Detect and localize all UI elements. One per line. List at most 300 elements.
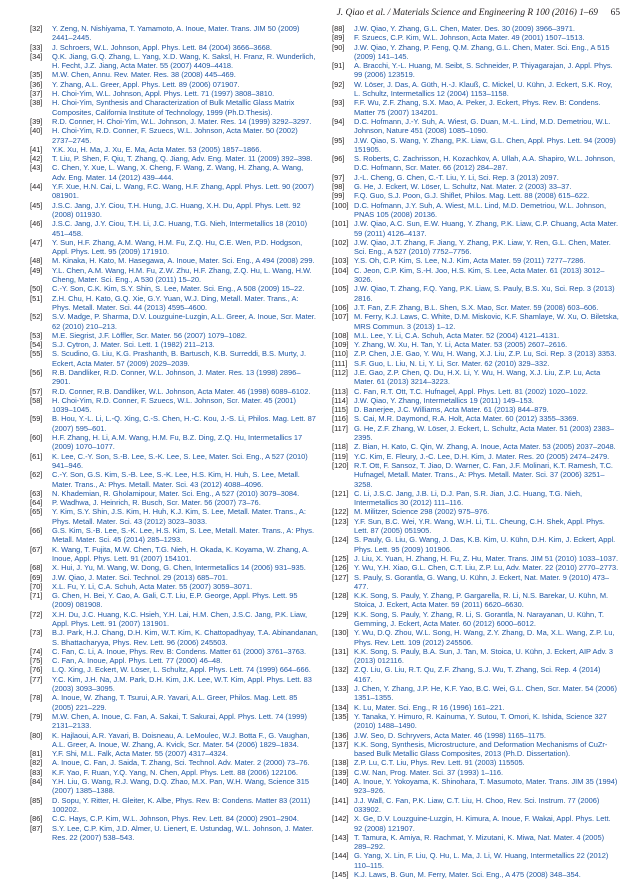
reference-item [332, 43, 620, 62]
reference-text[interactable]: K.F. Yao, F. Ruan, Y.Q. Yang, N. Chen, Appl. Phys. Lett. 88 (2006) 122106. [52, 767, 299, 777]
reference-text[interactable]: K. Lu, Mater. Sci. Eng., R 16 (1996) 161–221. [354, 702, 505, 712]
reference-text[interactable]: J.W. Qiao, S. Wang, Y. Zhang, P.K. Liaw, G.L. Chen, Appl. Phys. Lett. 94 (2009) 151905. [354, 135, 616, 154]
reference-item [30, 470, 318, 489]
reference-text[interactable]: H. Choi-Yim, Synthesis and Characterization of Bulk Metallic Glass Matrix Composites, California Institute of Technology, 1999 (Ph.D.Thesis). [52, 98, 295, 117]
reference-text[interactable]: H. Choi-Yim, R.D. Conner, F. Szuecs, W.L. Johnson, Scr. Mater. 45 (2001) 1039–1045. [52, 395, 297, 415]
reference-text[interactable]: L.Q. Xing, J. Eckert, W. Löser, L. Schultz, Appl. Phys. Lett. 74 (1999) 664–666. [52, 665, 311, 675]
reference-number: [110] [332, 349, 348, 359]
reference-number: [44] [30, 182, 43, 192]
reference-number: [68] [30, 563, 43, 573]
reference-number: [95] [332, 135, 345, 145]
reference-text[interactable]: J. Chen, Y. Zhang, J.P. He, K.F. Yao, B.C. Wei, G.L. Chen, Scr. Mater. 54 (2006) 1351–1355. [354, 684, 617, 703]
reference-item [332, 340, 620, 349]
reference-text[interactable]: T. Liu, P. Shen, F. Qiu, T. Zhang, Q. Jiang, Adv. Eng. Mater. 11 (2009) 392–398. [52, 154, 313, 164]
reference-number: [50] [30, 284, 43, 294]
reference-text[interactable]: X. Ge, D.V. Louzguine-Luzgin, H. Kimura, A. Inoue, F. Wakai, Appl. Phys. Lett. 92 (2008) 121907. [354, 814, 611, 833]
reference-number: [85] [30, 795, 43, 805]
reference-text[interactable]: M.L. Lee, Y. Li, C.A. Schuh, Acta Mater. 52 (2004) 4121–4131. [354, 330, 560, 340]
reference-item [332, 424, 620, 443]
reference-number: [72] [30, 609, 43, 619]
reference-item [332, 442, 620, 451]
reference-text[interactable]: J.W. Qiao, J.T. Zhang, F. Jiang, Y. Zhang, P.K. Liaw, Y. Ren, G.L. Chen, Mater. Sci. Eng., A 527 (2010) 7752–7756. [354, 237, 611, 257]
reference-text[interactable]: J.W. Qiao, J. Mater. Sci. Technol. 29 (2013) 685–701. [52, 572, 228, 582]
reference-text[interactable]: K.J. Laws, B. Gun, M. Ferry, Mater. Sci. Eng., A 475 (2008) 348–354. [354, 870, 581, 879]
reference-item [332, 610, 620, 629]
reference-item [332, 628, 620, 647]
reference-text[interactable]: Y.C. Kim, J.H. Na, J.M. Park, D.H. Kim, J.K. Lee, W.T. Kim, Appl. Phys. Lett. 83 (2003) 3093–3095. [52, 674, 312, 694]
reference-item [30, 628, 318, 647]
reference-item [30, 266, 318, 285]
reference-text[interactable]: K.K. Song, Synthesis, Microstructure, and Deformation Mechanisms of CuZr-based Bulk Metallic Glass Composites, 2013 (Ph.D. Dissertation). [354, 739, 608, 759]
reference-number: [120] [332, 460, 349, 470]
reference-item [332, 740, 620, 759]
reference-item [332, 331, 620, 340]
reference-text[interactable]: B.J. Park, H.J. Chang, D.H. Kim, W.T. Kim, K. Chattopadhyay, T.A. Abinandanan, S. Bhattacharyya, Phys. Rev. Lett. 96 (2006) 245503. [52, 628, 318, 647]
reference-text[interactable]: J.W. Qiao, T. Zhang, F.Q. Yang, P.K. Liaw, S. Pauly, B.S. Xu, Sci. Rep. 3 (2013) 2816. [354, 284, 615, 303]
reference-number: [80] [30, 730, 43, 740]
reference-text[interactable]: M. Ferry, K.J. Laws, C. White, D.M. Miskovic, K.F. Shamlaye, W. Xu, O. Biletska, MRS Commun. 3 (2013) 1–12. [354, 312, 619, 331]
reference-item [30, 433, 318, 452]
reference-text[interactable]: S.V. Madge, P. Sharma, D.V. Louzguine-Luzgin, A.L. Greer, A. Inoue, Scr. Mater. 62 (2010) 210–213. [52, 312, 316, 331]
reference-item [332, 182, 620, 191]
reference-item [332, 368, 620, 387]
reference-item [30, 749, 318, 758]
reference-number: [124] [332, 535, 349, 545]
reference-item [332, 452, 620, 461]
reference-number: [79] [30, 711, 43, 721]
reference-number: [100] [332, 200, 349, 210]
reference-item [332, 414, 620, 423]
reference-text[interactable]: D.C. Hofmann, J.-Y. Suh, A. Wiest, G. Duan, M.-L. Lind, M.D. Demetriou, W.L. Johnson, Nature 451 (2008) 1085–1090. [354, 116, 611, 136]
reference-item [332, 312, 620, 331]
reference-text[interactable]: Z.P. Lu, C.T. Liu, Phys. Rev. Lett. 91 (2003) 115505. [354, 758, 525, 768]
reference-number: [63] [30, 488, 43, 498]
reference-text[interactable]: C. Jeon, C.P. Kim, S.-H. Joo, H.S. Kim, S. Lee, Acta Mater. 61 (2013) 3012–3026. [354, 265, 605, 285]
reference-text[interactable]: K.K. Song, S. Pauly, Y. Zhang, R. Li, S. Gorantla, N. Narayanan, U. Kühn, T. Gemming, J. Eckert, Acta Mater. 60 (2012) 6000–6012. [354, 609, 604, 628]
reference-number: [58] [30, 395, 43, 405]
reference-text[interactable]: Y. Tanaka, Y. Himuro, R. Kainuma, Y. Sutou, T. Omori, K. Ishida, Science 327 (2010) 1488–1490. [354, 711, 607, 731]
reference-text[interactable]: J.T. Fan, Z.F. Zhang, B.L. Shen, S.X. Mao, Scr. Mater. 59 (2008) 603–606. [354, 302, 599, 312]
reference-text[interactable]: M. Kinaka, H. Kato, M. Hasegawa, A. Inoue, Mater. Sci. Eng., A 494 (2008) 299. [52, 256, 315, 266]
reference-item [30, 414, 318, 433]
reference-text[interactable]: Y. Sun, H.F. Zhang, A.M. Wang, H.M. Fu, Z.Q. Hu, C.E. Wen, P.D. Hodgson, Appl. Phys. Lett. 95 (2009) 171910. [52, 237, 303, 257]
reference-number: [76] [30, 665, 43, 675]
reference-number: [134] [332, 702, 349, 712]
reference-item [30, 52, 318, 71]
reference-number: [91] [332, 61, 345, 71]
reference-number: [34] [30, 51, 43, 61]
reference-text[interactable]: X.H. Du, J.C. Huang, K.C. Hsieh, Y.H. Lai, H.M. Chen, J.S.C. Jang, P.K. Liaw, Appl. Phys. Lett. 91 (2007) 131901. [52, 609, 308, 628]
reference-item [332, 219, 620, 238]
reference-item [30, 331, 318, 340]
reference-number: [33] [30, 42, 43, 52]
reference-number: [112] [332, 367, 348, 377]
reference-item [332, 24, 620, 33]
reference-text[interactable]: G. Yang, X. Lin, F. Liu, Q. Hu, L. Ma, J. Li, W. Huang, Intermetallics 22 (2012) 110–115. [354, 851, 609, 870]
reference-item [332, 647, 620, 666]
reference-item [332, 814, 620, 833]
reference-text[interactable]: F. Szuecs, C.P. Kim, W.L. Johnson, Acta Mater. 49 (2001) 1507–1513. [354, 33, 585, 43]
reference-number: [77] [30, 674, 43, 684]
reference-number: [71] [30, 591, 43, 601]
reference-number: [86] [30, 814, 43, 824]
reference-text[interactable]: K.K. Song, S. Pauly, B.A. Sun, J. Tan, M. Stoica, U. Kühn, J. Eckert, AIP Adv. 3 (2013) 012116. [354, 646, 614, 666]
reference-item [30, 591, 318, 610]
reference-item [30, 452, 318, 471]
reference-number: [60] [30, 433, 43, 443]
reference-text[interactable]: S. Cai, M.R. Daymond, R.A. Holt, Acta Mater. 60 (2012) 3355–3369. [354, 414, 579, 424]
reference-text[interactable]: Y. Zhang, A.L. Greer, Appl. Phys. Lett. 89 (2006) 071907. [52, 79, 240, 89]
reference-item [30, 201, 318, 220]
reference-text[interactable]: D. Sopu, Y. Ritter, H. Gleiter, K. Albe, Phys. Rev. B: Condens. Matter 83 (2011) 100202. [52, 795, 311, 814]
reference-text[interactable]: M.E. Siegrist, J.F. Löffler, Scr. Mater. 56 (2007) 1079–1082. [52, 330, 247, 340]
reference-text[interactable]: Y.H. Liu, G. Wang, R.J. Wang, D.Q. Zhao, M.X. Pan, W.H. Wang, Science 315 (2007) 1385–1388. [52, 777, 309, 796]
reference-item [30, 573, 318, 582]
reference-text[interactable]: C. Li, J.S.C. Jang, J.B. Li, D.J. Pan, S.R. Jian, J.C. Huang, T.G. Nieh, Intermetallics 30 (2012) 111–116. [354, 488, 583, 508]
reference-item [332, 684, 620, 703]
reference-text[interactable]: Q.K. Jiang, G.Q. Zhang, L. Yang, X.D. Wang, K. Saksl, H. Franz, R. Wunderlich, H. Fecht, J.Z. Jiang, Acta Mater. 55 (2007) 4409–4418. [52, 51, 316, 71]
reference-text[interactable]: F.Q. Guo, S.J. Poon, G.J. Shiflet, Philos. Mag. Lett. 88 (2008) 615–622. [354, 191, 590, 201]
reference-number: [46] [30, 219, 43, 229]
reference-text[interactable]: J.S.C. Jang, J.Y. Ciou, T.H. Li, J.C. Huang, T.G. Nieh, Intermetallics 18 (2010) 451–458. [52, 219, 308, 238]
reference-item [30, 665, 318, 674]
reference-item [332, 665, 620, 684]
reference-text[interactable]: H.F. Zhang, H. Li, A.M. Wang, H.M. Fu, B.Z. Ding, Z.Q. Hu, Intermetallics 17 (2009) 1070–1077. [52, 433, 303, 452]
reference-item [30, 563, 318, 572]
reference-number: [98] [332, 182, 345, 192]
references-column-right [332, 24, 620, 879]
reference-text[interactable]: J.-L. Cheng, G. Chen, C.-T. Liu, Y. Li, Sci. Rep. 3 (2013) 2097. [354, 172, 559, 182]
reference-number: [69] [30, 572, 43, 582]
reference-text[interactable]: D.C. Hofmann, J.Y. Suh, A. Wiest, M.L. Lind, M.D. Demetriou, W.L. Johnson, PNAS 105 (2008) 20136. [354, 200, 607, 219]
reference-text[interactable]: Y.F. Sun, B.C. Wei, Y.R. Wang, W.H. Li, T.L. Cheung, C.H. Shek, Appl. Phys. Lett. 87 (2005) 051905. [354, 516, 605, 536]
reference-number: [103] [332, 256, 349, 266]
reference-text[interactable]: Z.P. Chen, J.E. Gao, Y. Wu, H. Wang, X.J. Liu, Z.P. Lu, Sci. Rep. 3 (2013) 3353. [354, 349, 617, 359]
reference-item [30, 656, 318, 665]
reference-number: [78] [30, 693, 43, 703]
reference-text[interactable]: R.T. Ott, F. Sansoz, T. Jiao, D. Warner, C. Fan, J.F. Molinari, K.T. Ramesh, T.C. Hufnagel, Metall. Mater. Trans., A: Phys. Metall. Mater. Sci. 37 (2006) 3251–3258. [354, 460, 614, 489]
reference-text[interactable]: J. Schroers, W.L. Johnson, Appl. Phys. Lett. 84 (2004) 3666–3668. [52, 42, 272, 52]
reference-item [30, 610, 318, 629]
reference-item [30, 712, 318, 731]
reference-number: [61] [30, 451, 43, 461]
reference-number: [142] [332, 814, 349, 824]
reference-text[interactable]: C. Fan, A. Inoue, Appl. Phys. Lett. 77 (2000) 46–48. [52, 656, 223, 666]
running-header [30, 8, 620, 22]
reference-number: [123] [332, 516, 349, 526]
reference-number: [133] [332, 684, 349, 694]
reference-item [30, 238, 318, 257]
reference-item [332, 535, 620, 554]
reference-text[interactable]: J.W. Qiao, Y. Zhang, Intermetallics 19 (2011) 149–153. [354, 395, 534, 405]
reference-text[interactable]: C.C. Hays, C.P. Kim, W.L. Johnson, Phys. Rev. Lett. 84 (2000) 2901–2904. [52, 814, 299, 824]
reference-item [332, 489, 620, 508]
reference-number: [89] [332, 33, 345, 43]
reference-text[interactable]: Y. Wu, D.Q. Zhou, W.L. Song, H. Wang, Z.Y. Zhang, D. Ma, X.L. Wang, Z.P. Lu, Phys. Rev. Lett. 109 (2012) 245506. [354, 628, 615, 647]
reference-number: [70] [30, 581, 43, 591]
reference-number: [87] [30, 823, 43, 833]
reference-number: [93] [332, 98, 345, 108]
reference-text[interactable]: K. Hajlaoui, A.R. Yavari, B. Doisneau, A. LeMoulec, W.J. Botta F., G. Vaughan, A.L. Greer, A. Inoue, W. Zhang, A. Kvick, Scr. Mater. 54 (2006) 1829–1834. [52, 730, 310, 749]
reference-number: [38] [30, 98, 43, 108]
reference-item [332, 303, 620, 312]
reference-item [30, 163, 318, 182]
reference-number: [140] [332, 777, 349, 787]
reference-text[interactable]: X. Hui, J. Yu, M. Wang, W. Dong, G. Chen, Intermetallics 14 (2006) 931–935. [52, 563, 306, 573]
reference-text[interactable]: Y. Wu, Y.H. Xiao, G.L. Chen, C.T. Liu, Z.P. Lu, Adv. Mater. 22 (2010) 2770–2773. [354, 563, 619, 573]
reference-number: [82] [30, 758, 43, 768]
reference-number: [36] [30, 79, 43, 89]
reference-text[interactable]: J.J. Wall, C. Fan, P.K. Liaw, C.T. Liu, H. Choo, Rev. Sci. Instrum. 77 (2006) 033902. [354, 795, 600, 814]
reference-number: [49] [30, 265, 43, 275]
reference-text[interactable]: S. Pauly, G. Liu, G. Wang, J. Das, K.B. Kim, U. Kühn, D.H. Kim, J. Eckert, Appl. Phys. Lett. 95 (2009) 101906. [354, 535, 616, 554]
reference-item [332, 517, 620, 536]
reference-number: [141] [332, 795, 349, 805]
reference-text[interactable]: B. Hou, Y.-L. Li, L.-Q. Xing, C.-S. Chen, H.-C. Kou, J.-S. Li, Philos. Mag. Lett. 87 (2007) 595–601. [52, 414, 316, 433]
reference-text[interactable]: Y.F. Xue, H.N. Cai, L. Wang, F.C. Wang, H.F. Zhang, Appl. Phys. Lett. 90 (2007) 081901. [52, 182, 314, 201]
reference-item [30, 219, 318, 238]
reference-item [30, 387, 318, 396]
reference-text[interactable]: Y.C. Kim, E. Fleury, J.-C. Lee, D.H. Kim, J. Mater. Res. 20 (2005) 2474–2479. [354, 451, 610, 461]
reference-text[interactable]: W. Löser, J. Das, A. Güth, H.-J. Klauß, C. Mickel, U. Kühn, J. Eckert, S.K. Roy, L. Schultz, Intermetallics 12 (2004) 1153–1158. [354, 79, 613, 99]
reference-item [332, 33, 620, 42]
reference-number: [109] [332, 340, 349, 350]
reference-text[interactable]: M.W. Chen, A. Inoue, C. Fan, A. Sakai, T. Sakurai, Appl. Phys. Lett. 74 (1999) 2131–2133. [52, 711, 307, 731]
reference-number: [94] [332, 116, 345, 126]
reference-text[interactable]: G. Chen, H. Bei, Y. Cao, A. Gali, C.T. Liu, E.P. George, Appl. Phys. Lett. 95 (2009) 081908. [52, 591, 298, 610]
reference-number: [126] [332, 563, 349, 573]
reference-number: [81] [30, 749, 43, 759]
reference-text[interactable]: C.-Y. Son, G.S. Kim, S.-B. Lee, S.-K. Lee, H.S. Kim, H. Huh, S. Lee, Metall. Mater. Trans., A: Phys. Metall. Mater. Sci. 43 (2012) 4088–4096. [52, 470, 300, 489]
reference-item [332, 136, 620, 155]
reference-text[interactable]: J.S.C. Jang, J.Y. Ciou, T.H. Hung, J.C. Huang, X.H. Du, Appl. Phys. Lett. 92 (2008) 011930. [52, 200, 301, 219]
reference-number: [108] [332, 330, 349, 340]
reference-number: [75] [30, 656, 43, 666]
reference-item [30, 256, 318, 265]
reference-number: [73] [30, 628, 43, 638]
reference-text[interactable]: A. Inoue, W. Zhang, T. Tsurui, A.R. Yavari, A.L. Greer, Philos. Mag. Lett. 85 (2005) 221–229. [52, 693, 298, 712]
reference-text[interactable]: Y.K. Xu, H. Ma, J. Xu, E. Ma, Acta Mater. 53 (2005) 1857–1866. [52, 144, 262, 154]
reference-text[interactable]: S.J. Cytron, J. Mater. Sci. Lett. 1 (1982) 211–213. [52, 340, 215, 350]
reference-text[interactable]: Z. Bian, H. Kato, C. Qin, W. Zhang, A. Inoue, Acta Mater. 53 (2005) 2037–2048. [354, 442, 616, 452]
reference-text[interactable]: M.W. Chen, Annu. Rev. Mater. Res. 38 (2008) 445–469. [52, 70, 236, 80]
reference-number: [119] [332, 451, 348, 461]
reference-text[interactable]: A. Inoue, C. Fan, J. Saida, T. Zhang, Sci. Technol. Adv. Mater. 2 (2000) 73–76. [52, 758, 310, 768]
reference-item [30, 647, 318, 656]
reference-number: [143] [332, 832, 349, 842]
reference-text[interactable]: T. Tamura, K. Amiya, R. Rachmat, Y. Mizutani, K. Miwa, Nat. Mater. 4 (2005) 289–292. [354, 832, 605, 852]
reference-item [332, 768, 620, 777]
reference-item [332, 591, 620, 610]
reference-number: [113] [332, 386, 348, 396]
reference-item [332, 712, 620, 731]
reference-item [30, 117, 318, 126]
reference-item [332, 266, 620, 285]
reference-item [30, 489, 318, 498]
reference-item [332, 359, 620, 368]
reference-item [332, 563, 620, 572]
reference-number: [127] [332, 572, 349, 582]
reference-item [30, 814, 318, 823]
reference-text[interactable]: K. Lee, C.-Y. Son, S.-B. Lee, S.-K. Lee, S. Lee, Mater. Sci. Eng., A 527 (2010) 941–946. [52, 451, 308, 470]
reference-text[interactable]: G. He, J. Eckert, W. Löser, L. Schultz, Nat. Mater. 2 (2003) 33–37. [354, 182, 572, 192]
reference-item [332, 154, 620, 173]
reference-text[interactable]: A. Inoue, Y. Yokoyama, K. Shinohara, T. Masumoto, Mater. Trans. JIM 35 (1994) 923–926. [354, 777, 618, 796]
reference-number: [65] [30, 507, 43, 517]
reference-item [30, 349, 318, 368]
reference-text[interactable]: Y.S. Oh, C.P. Kim, S. Lee, N.J. Kim, Acta Mater. 59 (2011) 7277–7286. [354, 256, 586, 266]
reference-text[interactable]: S. Roberts, C. Zachrisson, H. Kozachkov, A. Ullah, A.A. Shapiro, W.L. Johnson, D.C. Hofmann, Scr. Mater. 66 (2012) 284–287. [354, 154, 616, 173]
reference-text[interactable]: G. He, Z.F. Zhang, W. Löser, J. Eckert, L. Schultz, Acta Mater. 51 (2003) 2383–2395. [354, 423, 615, 443]
reference-number: [88] [332, 24, 345, 33]
reference-item [332, 238, 620, 257]
reference-number: [118] [332, 442, 348, 452]
reference-item [332, 201, 620, 220]
reference-item [30, 294, 318, 313]
reference-number: [130] [332, 628, 349, 638]
reference-item [30, 545, 318, 564]
reference-item [332, 387, 620, 396]
reference-text[interactable]: S.F. Guo, L. Liu, N. Li, Y. Li, Scr. Mater. 62 (2010) 329–332. [354, 358, 550, 368]
reference-text[interactable]: J.E. Gao, Z.P. Chen, Q. Du, H.X. Li, Y. Wu, H. Wang, X.J. Liu, Z.P. Lu, Acta Mater. 61 (2013) 3214–3223. [354, 367, 601, 387]
reference-text[interactable]: F.F. Wu, Z.F. Zhang, S.X. Mao, A. Peker, J. Eckert, Phys. Rev. B: Condens. Matter 75 (2007) 134201. [354, 98, 601, 117]
reference-number: [83] [30, 767, 43, 777]
reference-number: [57] [30, 386, 43, 396]
reference-number: [47] [30, 237, 43, 247]
reference-text[interactable]: C.W. Nan, Prog. Mater. Sci. 37 (1993) 1–116. [354, 767, 504, 777]
reference-item [332, 554, 620, 563]
reference-item [30, 43, 318, 52]
reference-text[interactable]: X.L. Fu, Y. Li, C.A. Schuh, Acta Mater. 55 (2007) 3059–3071. [52, 581, 253, 591]
reference-text[interactable]: C. Chen, Y. Xue, L. Wang, X. Cheng, F. Wang, Z. Wang, H. Zhang, A. Wang, Adv. Eng. Mater. 14 (2012) 439–444. [52, 163, 304, 182]
reference-text[interactable]: H. Choi-Yim, W.L. Johnson, Appl. Phys. Lett. 71 (1997) 3808–3810. [52, 89, 275, 99]
reference-item [332, 349, 620, 358]
reference-number: [96] [332, 154, 345, 164]
reference-number: [129] [332, 609, 349, 619]
reference-number: [144] [332, 851, 349, 861]
reference-item [332, 703, 620, 712]
reference-text[interactable]: J.W. Seo, D. Schryvers, Acta Mater. 46 (1998) 1165–1175. [354, 730, 546, 740]
reference-text[interactable]: Y. Zhang, W. Xu, H. Tan, Y. Li, Acta Mater. 53 (2005) 2607–2616. [354, 340, 568, 350]
reference-number: [111] [332, 358, 348, 368]
reference-item [30, 182, 318, 201]
reference-text[interactable]: D. Banerjee, J.C. Williams, Acta Mater. 61 (2013) 844–879. [354, 405, 549, 415]
reference-text[interactable]: C. Fan, R.T. Ott, T.C. Hufnagel, Appl. Phys. Lett. 81 (2002) 1020–1022. [354, 386, 588, 396]
reference-number: [51] [30, 293, 43, 303]
reference-text[interactable]: J.W. Qiao, Y. Zhang, G.L. Chen, Mater. Des. 30 (2009) 3966–3971. [354, 24, 575, 33]
reference-item [30, 526, 318, 545]
reference-item [332, 461, 620, 489]
reference-number: [67] [30, 544, 43, 554]
reference-item [30, 80, 318, 89]
reference-text[interactable]: Y. Kim, S.Y. Shin, J.S. Kim, H. Huh, K.J. Kim, S. Lee, Metall. Mater. Trans., A: Phys. Metall. Mater. Sci. 43 (2012) 3023–3033. [52, 507, 306, 526]
reference-item [30, 824, 318, 843]
reference-text[interactable]: R.D. Conner, R.B. Dandliker, W.L. Johnson, Acta Mater. 46 (1998) 6089–6102. [52, 386, 311, 396]
reference-text[interactable]: H. Choi-Yim, R.D. Conner, F. Szuecs, W.L. Johnson, Acta Mater. 50 (2002) 2737–2745. [52, 126, 298, 145]
reference-number: [92] [332, 79, 345, 89]
reference-text[interactable]: J. Liu, X. Yuan, H. Zhang, H. Fu, Z. Hu, Mater. Trans. JIM 51 (2010) 1033–1037. [354, 553, 619, 563]
reference-text[interactable]: Y.F. Shi, M.L. Falk, Acta Mater. 55 (2007) 4317–4324. [52, 749, 228, 759]
reference-text[interactable]: J.W. Qiao, Y. Zhang, P. Feng, Q.M. Zhang, G.L. Chen, Mater. Sci. Eng., A 515 (2009) 141–145. [354, 42, 610, 61]
reference-text[interactable]: C. Fan, C. Li, A. Inoue, Phys. Rev. B: Condens. Matter 61 (2000) 3761–3763. [52, 646, 307, 656]
reference-item [332, 256, 620, 265]
reference-item [30, 582, 318, 591]
reference-number: [116] [332, 414, 348, 424]
reference-list [332, 24, 620, 879]
journal-citation: J. Qiao et al. / Materials Science and Engineering R 100 (2016) 1–69 [336, 8, 598, 18]
reference-text[interactable]: Y. Zeng, N. Nishiyama, T. Yamamoto, A. Inoue, Mater. Trans. JIM 50 (2009) 2441–2445. [52, 24, 300, 43]
reference-item [30, 758, 318, 767]
reference-text[interactable]: S.Y. Lee, C.P. Kim, J.D. Almer, U. Lienert, E. Ustundag, W.L. Johnson, J. Mater. Res. 22 (2007) 538–543. [52, 823, 314, 842]
reference-item [332, 396, 620, 405]
reference-number: [107] [332, 312, 349, 322]
reference-text[interactable]: N. Khademian, R. Gholamipour, Mater. Sci. Eng., A 527 (2010) 3079–3084. [52, 488, 300, 498]
reference-number: [41] [30, 144, 43, 154]
reference-number: [40] [30, 126, 43, 136]
reference-number: [35] [30, 70, 43, 80]
reference-text[interactable]: R.B. Dandliker, R.D. Conner, W.L. Johnson, J. Mater. Res. 13 (1998) 2896–2901. [52, 367, 301, 387]
reference-number: [32] [30, 24, 43, 33]
reference-item [30, 768, 318, 777]
reference-number: [135] [332, 711, 349, 721]
reference-number: [145] [332, 870, 349, 879]
reference-item [332, 284, 620, 303]
reference-number: [105] [332, 284, 349, 294]
reference-number: [121] [332, 488, 349, 498]
reference-item [332, 61, 620, 80]
reference-text[interactable]: P. Wadhwa, J. Heinrich, R. Busch, Scr. Mater. 56 (2007) 73–76. [52, 498, 261, 508]
reference-text[interactable]: K.K. Song, S. Pauly, Y. Zhang, P. Gargarella, R. Li, N.S. Barekar, U. Kühn, M. Stoica, J. Eckert, Acta Mater. 59 (2011) 6620–6630. [354, 591, 609, 610]
reference-number: [102] [332, 237, 349, 247]
reference-text[interactable]: Z.H. Chu, H. Kato, G.Q. Xie, G.Y. Yuan, W.J. Ding, Metall. Mater. Trans., A: Phys. Metall. Mater. Sci. 44 (2013) 4595–4600. [52, 293, 299, 312]
reference-item [30, 70, 318, 79]
reference-item [332, 507, 620, 516]
reference-text[interactable]: C.-Y. Son, C.K. Kim, S.Y. Shin, S. Lee, Mater. Sci. Eng., A 508 (2009) 15–22. [52, 284, 305, 294]
reference-number: [122] [332, 507, 349, 517]
reference-text[interactable]: S. Pauly, S. Gorantla, G. Wang, U. Kühn, J. Eckert, Nat. Mater. 9 (2010) 473–477. [354, 572, 610, 591]
reference-item [30, 693, 318, 712]
reference-number: [39] [30, 116, 43, 126]
reference-number: [136] [332, 730, 349, 740]
reference-item [30, 154, 318, 163]
reference-text[interactable]: S. Scudino, G. Liu, K.G. Prashanth, B. Bartusch, K.B. Surreddi, B.S. Murty, J. Eckert, Acta Mater. 57 (2009) 2029–2039. [52, 349, 307, 368]
reference-item [30, 777, 318, 796]
reference-number: [64] [30, 498, 43, 508]
reference-number: [101] [332, 219, 349, 229]
reference-number: [106] [332, 302, 349, 312]
reference-number: [97] [332, 172, 345, 182]
reference-item [332, 117, 620, 136]
reference-item [332, 777, 620, 796]
reference-item [30, 89, 318, 98]
reference-text[interactable]: G.S. Kim, S.-B. Lee, S.-K. Lee, H.S. Kim, S. Lee, Metall. Mater. Trans., A: Phys. Metall. Mater. Sci. 45 (2014) 285–1293. [52, 526, 315, 545]
reference-item [332, 833, 620, 852]
reference-text[interactable]: J.W. Qiao, A.C. Sun, E.W. Huang, Y. Zhang, P.K. Liaw, C.P. Chuang, Acta Mater. 59 (2011) 4126–4137. [354, 219, 619, 238]
reference-item [332, 80, 620, 99]
reference-number: [54] [30, 340, 43, 350]
reference-number: [132] [332, 665, 349, 675]
reference-text[interactable]: K. Wang, T. Fujita, M.W. Chen, T.G. Nieh, H. Okada, K. Koyama, W. Zhang, A. Inoue, Appl. Phys. Lett. 91 (2007) 154101. [52, 544, 309, 563]
reference-number: [48] [30, 256, 43, 266]
reference-text[interactable]: Z.Q. Liu, G. Liu, R.T. Qu, Z.F. Zhang, S.J. Wu, T. Zhang, Sci. Rep. 4 (2014) 4167. [354, 665, 601, 684]
reference-text[interactable]: R.D. Conner, H. Choi-Yim, W.L. Johnson, J. Mater. Res. 14 (1999) 3292–3297. [52, 116, 312, 126]
reference-text[interactable]: M. Militzer, Science 298 (2002) 975–976. [354, 507, 490, 517]
reference-text[interactable]: A. Bracchi, Y.-L. Huang, M. Seibt, S. Schneider, P. Thiyagarajan, J. Appl. Phys. 99 (2006) 123519. [354, 61, 613, 80]
references-column-left [30, 24, 318, 842]
reference-number: [128] [332, 591, 349, 601]
reference-text[interactable]: Y.L. Chen, A.M. Wang, H.M. Fu, Z.W. Zhu, H.F. Zhang, Z.Q. Hu, L. Wang, H.W. Cheng, Mater. Sci. Eng., A 530 (2011) 15–20. [52, 265, 312, 285]
reference-number: [117] [332, 423, 348, 433]
